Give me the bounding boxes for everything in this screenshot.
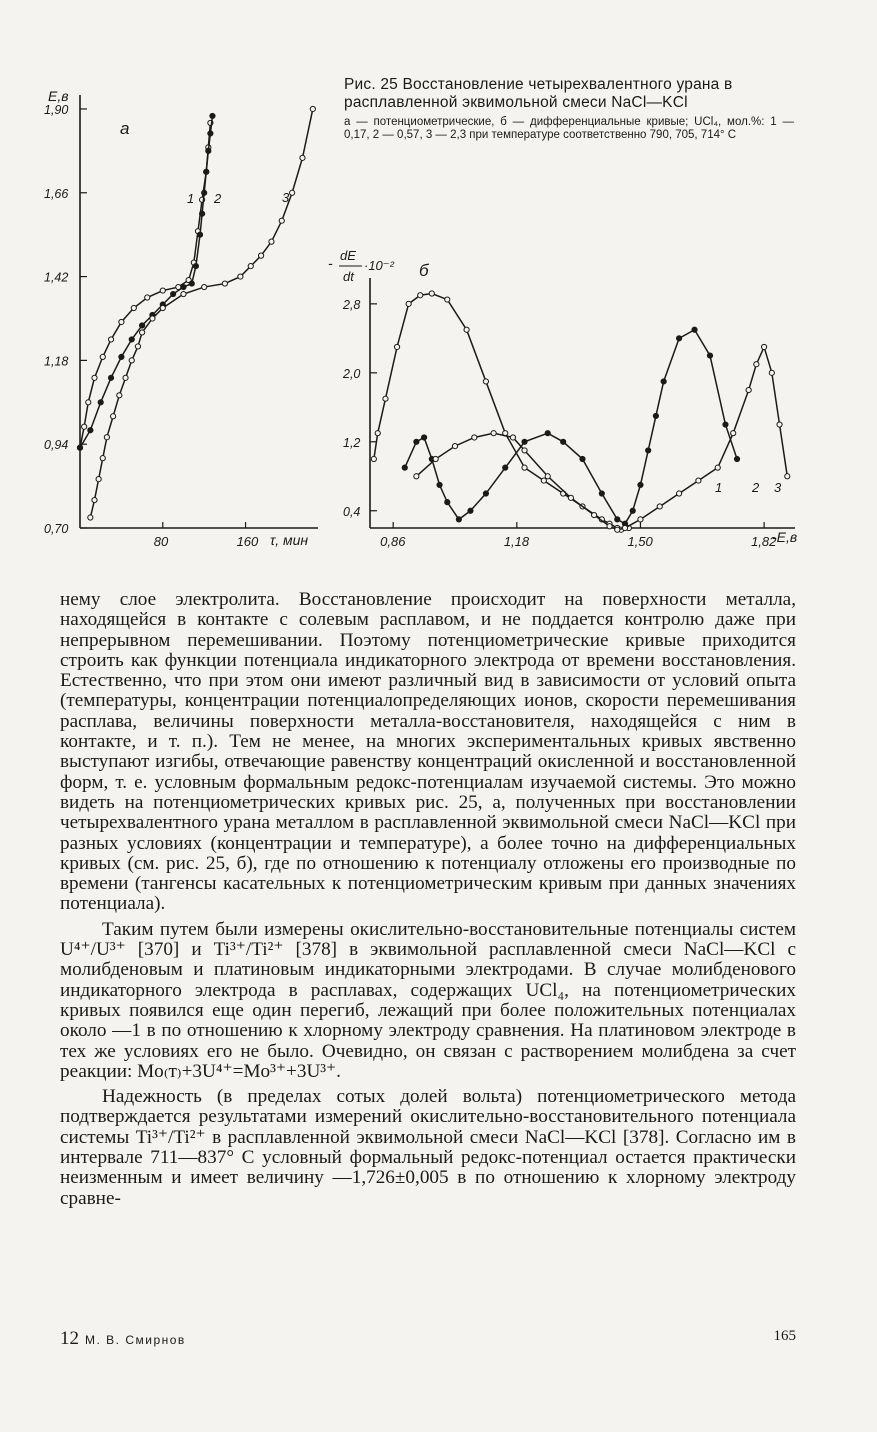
panel-b-point-2	[402, 465, 407, 470]
panel-a-point-3	[269, 239, 274, 244]
panel-a-point-3	[290, 190, 295, 195]
panel-b-point-1	[406, 301, 411, 306]
panel-a-point-3	[111, 414, 116, 419]
panel-a-ytick-label: 0,94	[44, 438, 69, 453]
panel-b-point-1	[383, 396, 388, 401]
panel-b-point-3	[414, 474, 419, 479]
panel-b-xtick-label: 0,86	[380, 534, 406, 549]
panel-b-ytick-label: 1,2	[343, 435, 361, 450]
panel-b-point-3	[607, 524, 612, 529]
panel-b-xtick-label: 1,50	[627, 534, 653, 549]
panel-b-point-2	[599, 491, 604, 496]
panel-a-point-2	[208, 131, 213, 136]
panel-b-ytick-label: 2,0	[343, 366, 361, 381]
panel-b-point-1	[394, 344, 399, 349]
panel-b-point-2	[646, 448, 651, 453]
panel-b-point-3	[696, 478, 701, 483]
panel-b-curve-label-2: 2	[752, 480, 760, 495]
panel-a-x-axis-label: τ, мин	[270, 532, 309, 548]
panel-b-point-2	[522, 439, 527, 444]
panel-b-point-1	[483, 379, 488, 384]
panel-a-point-2	[189, 281, 194, 286]
panel-b-point-3	[754, 362, 759, 367]
panel-b-point-2	[638, 482, 643, 487]
panel-a-point-3	[123, 375, 128, 380]
panel-b-point-3	[545, 474, 550, 479]
panel-b-point-2	[437, 482, 442, 487]
panel-b-point-1	[375, 431, 380, 436]
panel-a-point-3	[238, 274, 243, 279]
panel-a-point-3	[88, 515, 93, 520]
caption-legend: а — потенциометрические, б — дифференциальные кривые; UCl₄, мол.%: 1 — 0,17, 2 — 0,57, 3 — 2,3 при температуре соответственно 790, 705, 714° C	[344, 116, 794, 141]
panel-b-letter: б	[419, 261, 429, 280]
panel-a-point-1	[92, 375, 97, 380]
panel-b-point-2	[545, 431, 550, 436]
panel-b-y-axis-denominator: dt	[343, 269, 354, 284]
panel-a-point-2	[77, 445, 82, 450]
panel-a-point-3	[310, 106, 315, 111]
panel-b-point-3	[676, 491, 681, 496]
panel-a-point-3	[222, 281, 227, 286]
caption-title: Рис. 25 Восстановление четырехвалентного урана в расплавленной эквимольной смеси NaCl—KCl	[344, 76, 733, 111]
page-footer	[60, 1328, 796, 1352]
panel-a-point-1	[82, 424, 87, 429]
panel-a-point-3	[279, 218, 284, 223]
paragraph-1: нему слое электролита. Восстановление происходит на поверхности металла, находящейся в контакте с солевым расплавом, и не поддается контролю даже при непрерывном перемешивании. Поэтому потенциометрические кривые приходится строить как функции потенциала индикаторного электрода от времени восстановления. Естественно, что при этом они имеют различный вид в зависимости от условий опыта (температуры, концентрации потенциалопределяющих ионов, скорости перемешивания расплава, величины поверхности металла-восстановителя, находящейся с ним в контакте, и т. п.). Тем не менее, на многих экспериментальных кривых явственно выступают изгибы, отвечающие равенству концентраций окисленной и восстановленной форм, т. е. условным формальным редокс-потенциалам изучаемой системы. Это можно видеть на потенциометрических кривых рис. 25, а, полученных при восстановлении четырехвалентного урана металлом в расплавленной эквимольной смеси NaCl—KCl при разных условиях (концентрации и температуре), а более точно на дифференциальных кривых (см. рис. 25, б), где по отношению к потенциалу отложены его производные по времени (тангенсы касательных к потенциометрическим кривым при данных значениях потенциала).	[60, 589, 796, 915]
signature-mark	[60, 1328, 186, 1350]
panel-b-point-2	[456, 517, 461, 522]
panel-a-point-3	[129, 358, 134, 363]
panel-b-point-3	[522, 448, 527, 453]
panel-a-ytick-label: 1,90	[44, 102, 69, 117]
panel-a-ytick-label: 1,66	[44, 186, 69, 201]
panel-b-point-3	[591, 512, 596, 517]
panel-a-y-axis-label: E,в	[48, 88, 69, 104]
panel-b-xtick-label: 1,82	[751, 534, 777, 549]
panel-a-point-3	[202, 284, 207, 289]
figure-25	[0, 0, 877, 560]
panel-b-point-2	[421, 435, 426, 440]
panel-b-point-1	[464, 327, 469, 332]
panel-a-point-3	[117, 393, 122, 398]
panel-b-point-3	[785, 474, 790, 479]
panel-b-point-2	[445, 500, 450, 505]
panel-a-point-3	[104, 435, 109, 440]
panel-b-curve-label-3: 3	[774, 480, 782, 495]
paragraph-3: Надежность (в пределах сотых долей вольта) потенциометрического метода подтверждается результатами измерений окислительно-восстановительного потенциала системы Ti³⁺/Ti²⁺ в расплавленной эквимольной смеси NaCl—KCl [378]. Согласно им в интервале 711—837° C условный формальный редокс-потенциал остается практически неизменным и имеет величину —1,726±0,005 в по отношению к хлорному электроду сравне-	[60, 1086, 796, 1209]
panel-a-ytick-label: 1,18	[44, 354, 69, 369]
panel-b-point-3	[491, 431, 496, 436]
panel-a-point-3	[92, 497, 97, 502]
panel-a-point-1	[86, 400, 91, 405]
panel-a-xtick-label: 80	[153, 534, 169, 549]
panel-b-point-1	[418, 293, 423, 298]
panel-a-point-3	[300, 155, 305, 160]
panel-b-curve-label-1: 1	[715, 480, 723, 495]
panel-a-point-3	[96, 477, 101, 482]
panel-a-point-1	[131, 305, 136, 310]
panel-b-series-line-2	[405, 330, 737, 524]
panel-a-point-3	[139, 330, 144, 335]
panel-b-xtick-label: 1,18	[503, 534, 530, 549]
panel-a-point-2	[98, 400, 103, 405]
panel-b-point-3	[433, 456, 438, 461]
panel-a-point-2	[197, 232, 202, 237]
panel-b-point-2	[707, 353, 712, 358]
panel-b-point-3	[715, 465, 720, 470]
panel-b-point-2	[483, 491, 488, 496]
panel-b-point-2	[414, 439, 419, 444]
panel-a-point-1	[119, 319, 124, 324]
panel-b-point-2	[723, 422, 728, 427]
panel-b-point-3	[615, 527, 620, 532]
paragraph-2: Таким путем были измерены окислительно-восстановительные потенциалы систем U⁴⁺/U³⁺ [370] и Ti³⁺/Ti²⁺ [378] в эквимольной расплавленной смеси NaCl—KCl с молибденовым и платиновым индикаторными электродами. В случае молибденового индикаторного электрода в расплавах, содержащих UCl₄, на потенциометрических кривых появился еще один перегиб, лежащий при более положительных потенциалах около —1 в по отношению к хлорному электроду сравнения. На платиновом электроде в тех же условиях его не было. Очевидно, он связан с растворением молибдена за счет реакции: Mo₍т₎+3U⁴⁺=Mo³⁺+3U³⁺.	[60, 918, 796, 1082]
panel-b-point-3	[777, 422, 782, 427]
panel-b-differential	[328, 248, 797, 549]
panel-b-point-2	[734, 456, 739, 461]
panel-a-point-3	[248, 264, 253, 269]
figure-caption	[344, 76, 794, 141]
panel-a-ytick-label: 0,70	[44, 522, 69, 536]
panel-b-point-2	[653, 413, 658, 418]
page-number: 165	[773, 1328, 796, 1344]
panel-b-point-2	[580, 456, 585, 461]
panel-b-point-3	[657, 504, 662, 509]
panel-b-point-1	[541, 478, 546, 483]
panel-b-point-1	[522, 465, 527, 470]
panel-a-point-2	[108, 375, 113, 380]
panel-b-point-3	[622, 525, 627, 530]
panel-a-point-3	[100, 456, 105, 461]
panel-a-point-1	[160, 288, 165, 293]
panel-a-point-2	[88, 428, 93, 433]
panel-b-point-2	[661, 379, 666, 384]
panel-b-x-axis-label: -E,в	[772, 529, 798, 545]
panel-b-point-2	[503, 465, 508, 470]
panel-a-point-3	[135, 344, 140, 349]
panel-a-point-2	[171, 291, 176, 296]
panel-b-ytick-label: 0,4	[343, 504, 361, 519]
panel-a-curve-label-2: 2	[214, 191, 222, 206]
panel-a-point-3	[150, 316, 155, 321]
panel-b-point-3	[472, 435, 477, 440]
signature-number: 12	[60, 1328, 79, 1349]
panel-a-point-2	[181, 284, 186, 289]
panel-a-point-2	[139, 323, 144, 328]
panel-b-y-axis-multiplier: ·10⁻²	[364, 258, 394, 273]
panel-b-y-axis-numerator: dE	[340, 248, 356, 263]
panel-a-point-2	[193, 264, 198, 269]
panel-b-point-3	[746, 387, 751, 392]
panel-b-point-1	[429, 291, 434, 296]
panel-b-point-2	[676, 336, 681, 341]
panel-a-xtick-label: 160	[236, 534, 259, 549]
body-text	[60, 590, 796, 1209]
panel-b-point-3	[510, 435, 515, 440]
panel-b-point-3	[638, 517, 643, 522]
panel-a-point-2	[200, 211, 205, 216]
panel-a-letter: а	[120, 119, 130, 138]
panel-a-point-2	[129, 337, 134, 342]
panel-a-potentiometric	[44, 88, 318, 549]
panel-a-point-3	[160, 305, 165, 310]
panel-a-curve-label-1: 1	[187, 191, 195, 206]
panel-b-point-2	[561, 439, 566, 444]
panel-a-point-1	[145, 295, 150, 300]
panel-a-point-3	[258, 253, 263, 258]
panel-a-point-2	[119, 354, 124, 359]
panel-a-point-2	[210, 113, 215, 118]
panel-b-point-2	[630, 508, 635, 513]
panel-b-point-1	[371, 456, 376, 461]
panel-b-point-2	[468, 508, 473, 513]
panel-b-point-3	[761, 344, 766, 349]
panel-b-series-line-1	[374, 294, 629, 530]
panel-b-point-3	[769, 370, 774, 375]
panel-b-point-2	[615, 517, 620, 522]
panel-b-point-3	[452, 444, 457, 449]
signature-author: М. В. Смирнов	[85, 1333, 186, 1347]
panel-a-point-1	[100, 354, 105, 359]
panel-b-point-2	[692, 327, 697, 332]
panel-a-series-line-3	[90, 109, 312, 518]
panel-a-point-2	[204, 169, 209, 174]
panel-b-ytick-label: 2,8	[343, 297, 361, 312]
panel-b-point-3	[568, 495, 573, 500]
panel-b-y-axis-prefix: -	[328, 255, 333, 271]
panel-b-point-1	[445, 297, 450, 302]
panel-b-point-3	[731, 431, 736, 436]
panel-a-point-2	[202, 190, 207, 195]
panel-a-point-2	[206, 148, 211, 153]
panel-a-ytick-label: 1,42	[44, 270, 69, 285]
panel-a-curve-label-3: 3	[282, 190, 290, 205]
panel-a-point-3	[181, 291, 186, 296]
panel-a-point-1	[108, 337, 113, 342]
